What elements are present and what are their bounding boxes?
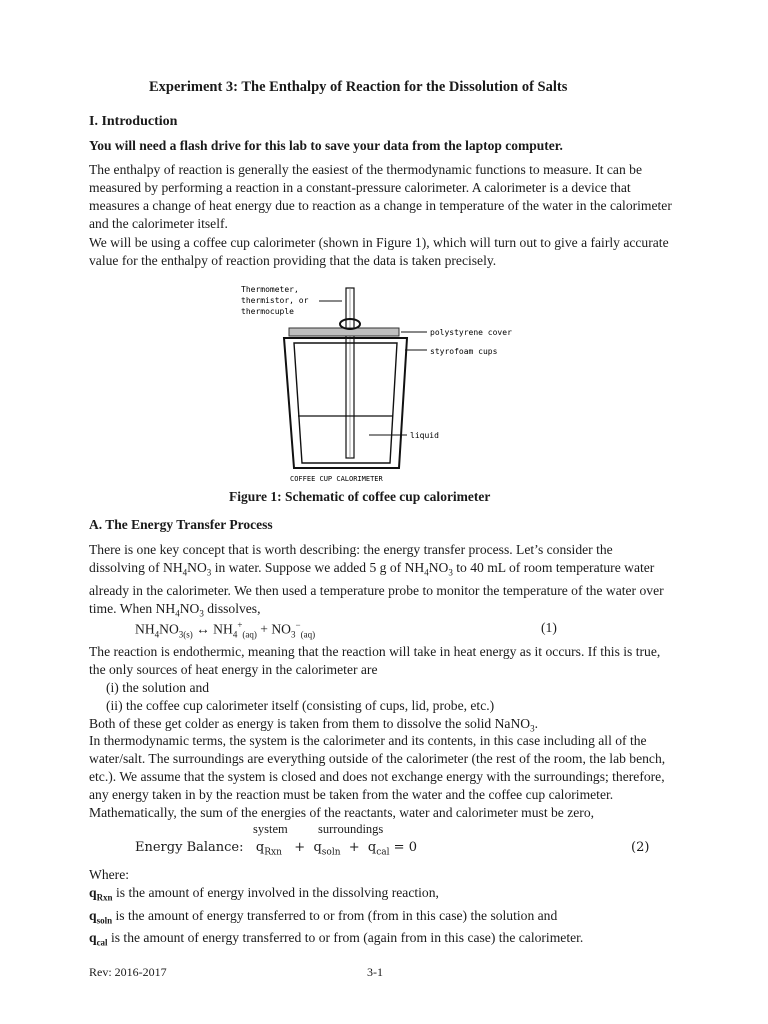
equation-2-number: (2) bbox=[631, 840, 650, 855]
endothermic-paragraph bbox=[89, 643, 679, 738]
equation-1-number: (1) bbox=[541, 620, 557, 635]
label-liquid: liquid bbox=[410, 431, 439, 440]
eq2-surroundings-label: surroundings bbox=[318, 822, 384, 836]
section-heading-energy-transfer: A. The Energy Transfer Process bbox=[89, 517, 273, 532]
figure-caption: Figure 1: Schematic of coffee cup calorimeter bbox=[229, 489, 491, 504]
label-coffee-cup-calorimeter: COFFEE CUP CALORIMETER bbox=[290, 475, 383, 483]
label-thermometer: Thermometer, bbox=[241, 285, 299, 294]
thermodynamic-terms-paragraph: In thermodynamic terms, the system is the calorimeter and its contents, in this case including all of the water/salt. The surroundings are everything outside of the calorimeter (the rest of the room, the lab bench, etc.). We assume that the system is closed and does not exchange energy with the surroundings; therefore, any energy taken in by the reaction must be taken from the water and the coffee cup calorimeter. Mathematically, the sum of the energies of the reactants, water and calorimeter must be zero, bbox=[89, 733, 666, 820]
energy-transfer-line-3: already in the calorimeter. We then used a temperature probe to monitor the temperature of the water over bbox=[89, 582, 664, 598]
both-colder-line: Both of these get colder as energy is taken from them to dissolve the solid NaNO$_3$. bbox=[89, 716, 538, 734]
list-item-ii: (ii) the coffee cup calorimeter itself (consisting of cups, lid, probe, etc.) bbox=[106, 698, 495, 713]
footer-revision: Rev: 2016-2017 bbox=[89, 965, 167, 979]
label-styrofoam-cups: styrofoam cups bbox=[430, 347, 498, 356]
section-heading-introduction: I. Introduction bbox=[89, 114, 178, 129]
calorimeter-figure bbox=[239, 283, 559, 483]
equation-2: Energy Balance: $q_{Rxn} + q_{soln} + q_{cal} = 0$ bbox=[135, 840, 417, 858]
energy-transfer-line-2: dissolving of $NH_4NO_3$ in water. Suppose we added 5 g of $NH_4NO_3$ to 40 mL of room temperature water bbox=[89, 560, 655, 578]
label-thermistor: thermistor, or bbox=[241, 296, 309, 305]
equation-1: $NH_4NO_{3(s)}$ ↔ $NH_4^+_{(aq)} + NO_3^-_{(aq)}$ bbox=[135, 620, 316, 640]
eq2-system-label: system bbox=[253, 822, 288, 836]
label-thermocuple: thermocuple bbox=[241, 307, 294, 316]
label-polystyrene-cover: polystyrene cover bbox=[430, 328, 512, 337]
energy-transfer-paragraph bbox=[89, 541, 679, 622]
flash-drive-note: You will need a flash drive for this lab to save your data from the laptop computer. bbox=[89, 138, 563, 153]
endothermic-line-2: the only sources of heat energy in the calorimeter are bbox=[89, 662, 378, 677]
where-definitions bbox=[89, 866, 679, 952]
polystyrene-cover bbox=[289, 328, 399, 336]
endothermic-line-1: The reaction is endothermic, meaning that the reaction will take in heat energy as it occurs. If this is true, bbox=[89, 644, 661, 659]
energy-transfer-line-4: time. When $NH_4NO_3$ dissolves, bbox=[89, 600, 261, 619]
intro-paragraph-1: The enthalpy of reaction is generally the easiest of the thermodynamic functions to measure. It can be measured by performing a reaction in a constant-pressure calorimeter. A calorimeter is a device that measures a change of heat energy due to reaction as a change in temperature of the water in the calorimeter and the calorimeter itself. bbox=[89, 162, 672, 231]
energy-balance-label: Energy Balance: bbox=[135, 840, 244, 855]
def-q-soln: $q_{soln}$ is the amount of energy transferred to or from (from in this case) the solution and bbox=[89, 907, 558, 926]
footer-page-number: 3-1 bbox=[367, 965, 383, 979]
intro-paragraph-2: We will be using a coffee cup calorimeter (shown in Figure 1), which will turn out to give a fairly accurate value for the enthalpy of reaction providing that the data is taken precisely. bbox=[89, 235, 669, 268]
where-label: Where: bbox=[89, 867, 129, 882]
energy-transfer-line-1: There is one key concept that is worth describing: the energy transfer process. Let’s consider the bbox=[89, 542, 613, 557]
list-item-i: (i) the solution and bbox=[106, 680, 210, 695]
page-title: Experiment 3: The Enthalpy of Reaction for the Dissolution of Salts bbox=[149, 79, 568, 95]
def-q-cal: $q_{cal}$ is the amount of energy transferred to or from (again from in this case) the calorimeter. bbox=[89, 930, 584, 949]
def-q-rxn: $q_{Rxn}$ is the amount of energy involved in the dissolving reaction, bbox=[89, 885, 439, 903]
